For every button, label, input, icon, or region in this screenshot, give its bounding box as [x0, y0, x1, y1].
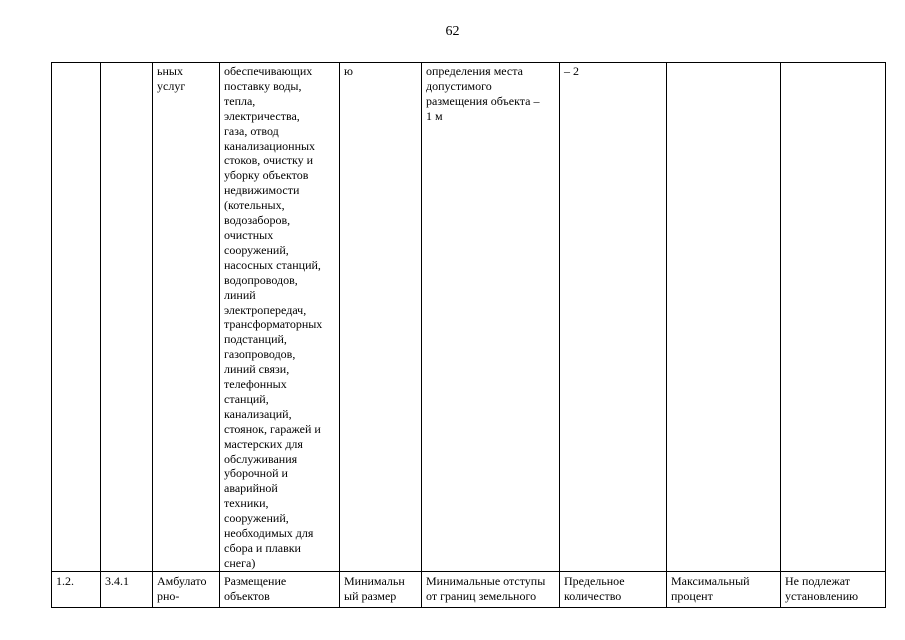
- table-cell: Не подлежат установлению: [781, 571, 886, 607]
- page-number: 62: [445, 24, 460, 39]
- table-cell: [101, 63, 153, 572]
- table-cell: Предельное количество: [560, 571, 667, 607]
- table-cell: ю: [340, 63, 422, 572]
- table-cell: 1.2.: [52, 571, 101, 607]
- table-cell: ьных услуг: [153, 63, 220, 572]
- table-cell: Амбулато рно-: [153, 571, 220, 607]
- land-use-regulations-table: [51, 62, 886, 608]
- table-cell: – 2: [560, 63, 667, 572]
- table-cell: Минимальн ый размер: [340, 571, 422, 607]
- table-cell: Максимальный процент: [667, 571, 781, 607]
- table-cell: Минимальные отступы от границ земельного: [422, 571, 560, 607]
- table-row: [52, 571, 886, 607]
- table-cell: [781, 63, 886, 572]
- table-cell: обеспечивающих поставку воды, тепла, электричества, газа, отвод канализационных стоков, очистку и уборку объектов недвижимости (котельных, водозаборов, очистных сооружений, насосных станций, водопроводов, линий электропередач, трансформаторных подстанций, газопроводов, линий связи, телефонных станций, канализаций, стоянок, гаражей и мастерских для обслуживания уборочной и аварийной техники, сооружений, необходимых для сбора и плавки снега): [220, 63, 340, 572]
- table-cell: 3.4.1: [101, 571, 153, 607]
- table-row: [52, 63, 886, 572]
- table-cell: [667, 63, 781, 572]
- table-cell: определения места допустимого размещения объекта – 1 м: [422, 63, 560, 572]
- table-cell: [52, 63, 101, 572]
- table-cell: Размещение объектов: [220, 571, 340, 607]
